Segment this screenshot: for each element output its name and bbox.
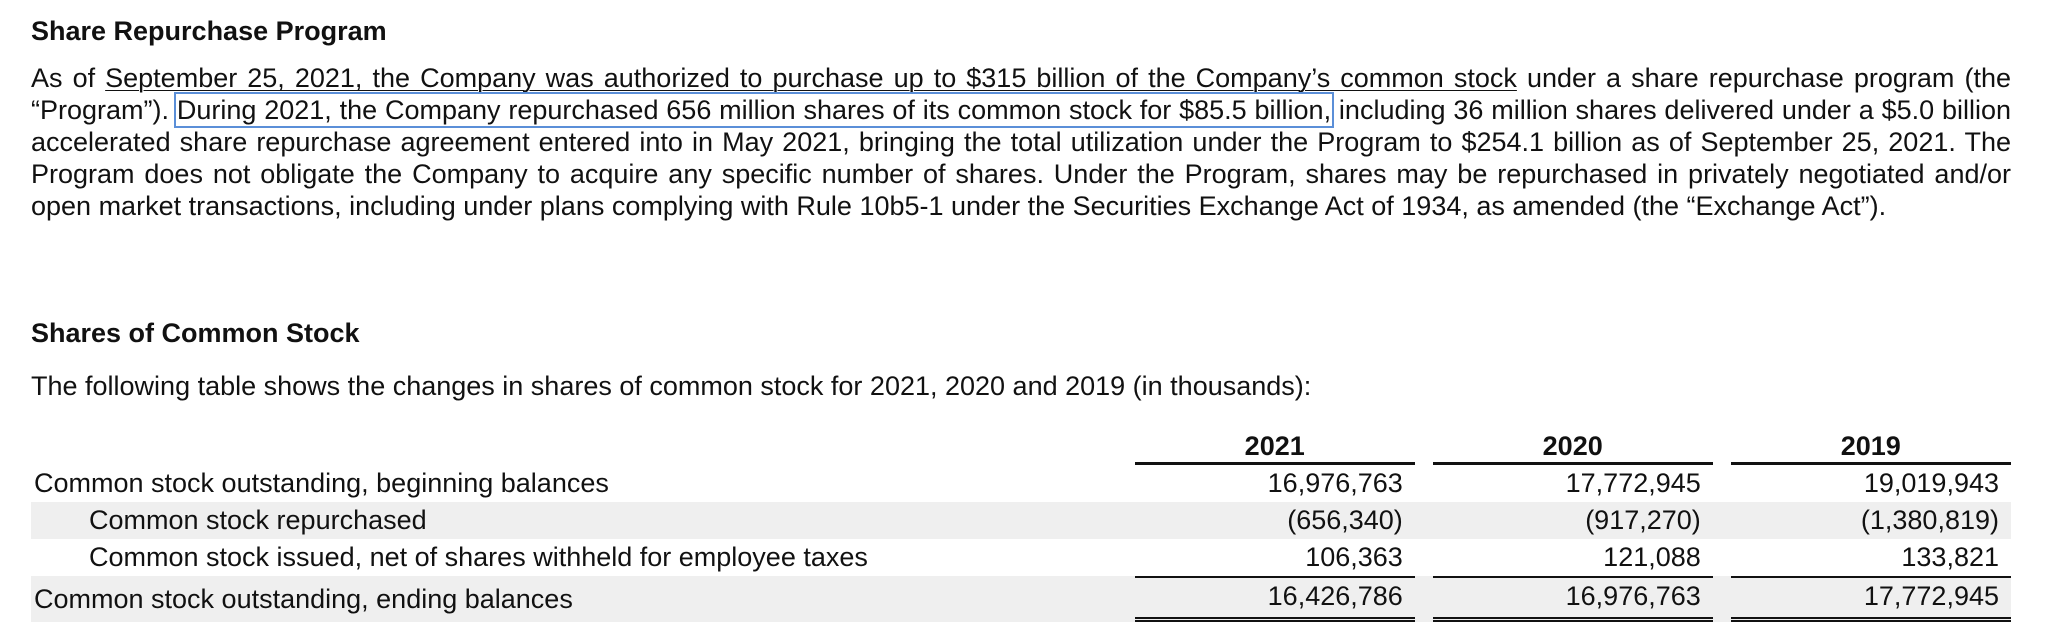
table-row [31,539,2011,576]
cell-value: 17,772,945 [1565,468,1701,498]
section-heading-shares-common-stock: Shares of Common Stock [31,318,360,348]
table-row-total [31,576,2011,622]
shares-table [31,428,2011,622]
cell-value: 16,976,763 [1433,576,1713,622]
cell-value: (656,340) [1135,502,1415,539]
table-header-row [31,428,2011,465]
cell-value: (1,380,819) [1731,502,2011,539]
row-label: Common stock outstanding, beginning balances [34,468,609,498]
cell-value: 17,772,945 [1731,576,2011,622]
share-repurchase-paragraph [31,62,2011,222]
para-remainder: including 36 million shares delivered under a $5.0 billion accelerated share repurchase agreement entered into in May 2021, bringing the total utilization under the Program to $254.1 billion as of September 25, 2021. The Program does not obligate the Company to acquire any specific number of shares. Under the Program, shares may be repurchased in privately negotiated and/or open market transactions, including under plans complying with Rule 10b5-1 under the Securities Exchange Act of 1934, as amended (the “Exchange Act”). [31,95,2011,221]
cell-value: 19,019,943 [1863,468,1999,498]
cell-value: 16,426,786 [1135,576,1415,622]
document-page [31,14,2011,614]
row-label: Common stock outstanding, ending balances [31,576,1135,622]
cell-value: 121,088 [1603,542,1701,572]
cell-value: 133,821 [1901,542,1999,572]
col-header-2019: 2019 [1731,428,2011,465]
shares-common-stock-section [31,316,2011,614]
cell-value: 106,363 [1305,542,1403,572]
cell-value: (917,270) [1433,502,1713,539]
section-heading-share-repurchase: Share Repurchase Program [31,16,387,46]
cell-value: 16,976,763 [1267,468,1403,498]
underlined-authorization-text: September 25, 2021, the Company was authorized to purchase up to $315 billion of the Company’s common stock [105,63,1517,93]
row-label: Common stock repurchased [31,502,1135,539]
col-header-2020: 2020 [1433,428,1713,465]
table-row [31,465,2011,502]
para-prefix: As of [31,63,106,93]
table-row [31,502,2011,539]
highlighted-repurchase-sentence[interactable]: During 2021, the Company repurchased 656 million shares of its common stock for $85.5 billion, [176,95,1332,125]
row-label: Common stock issued, net of shares withheld for employee taxes [89,542,868,572]
col-header-2021: 2021 [1135,428,1415,465]
table-intro-text: The following table shows the changes in shares of common stock for 2021, 2020 and 2019 (in thousands): [31,371,1312,401]
para-middle: under a share repurchase program (the “Program”). [31,63,2011,125]
